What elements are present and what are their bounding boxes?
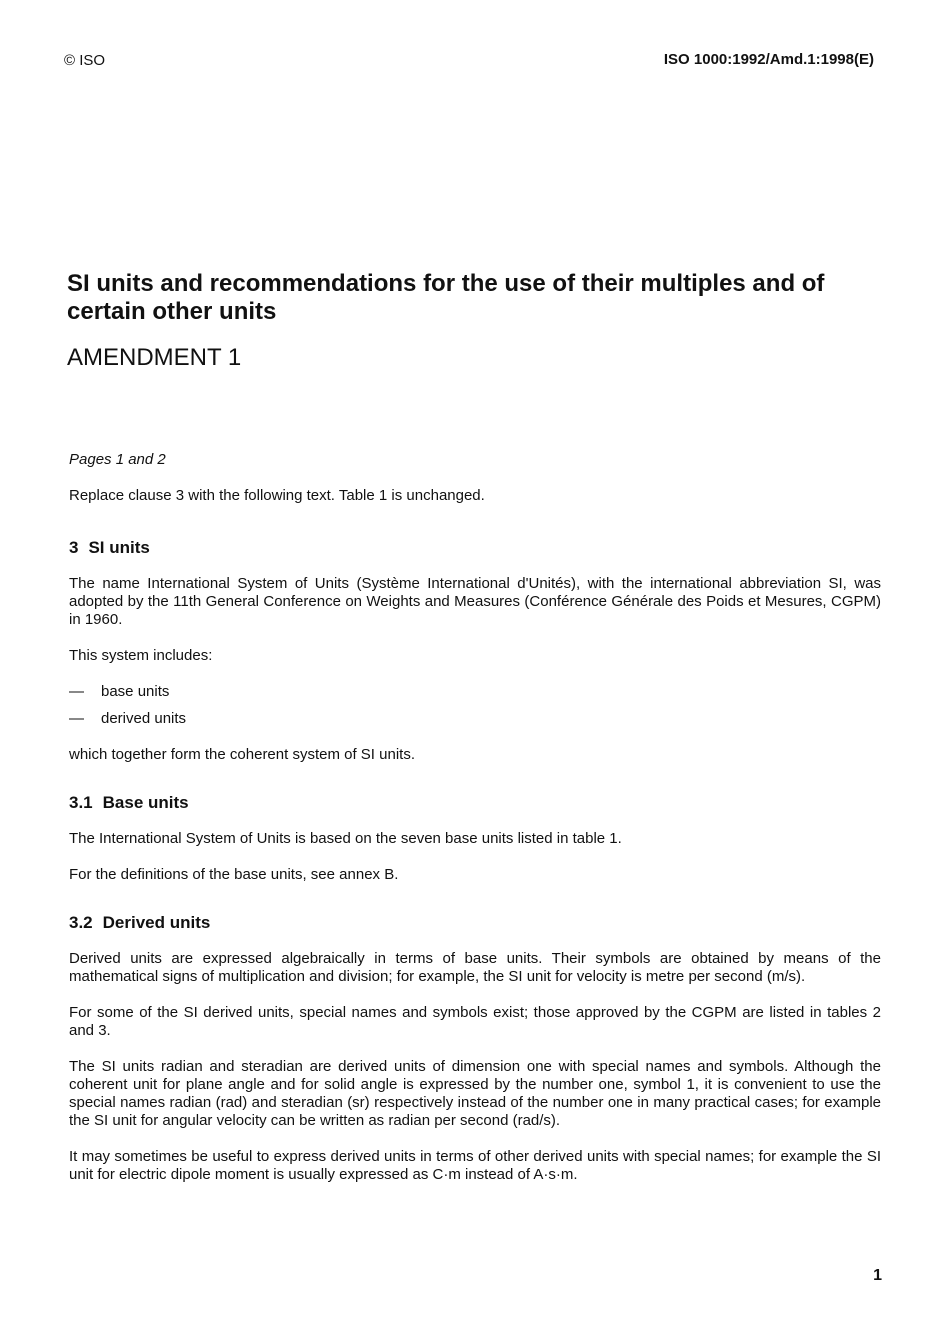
document-identifier: ISO 1000:1992/Amd.1:1998(E) [663, 51, 874, 68]
section-3-2-paragraph-1: Derived units are expressed algebraically in terms of base units. Their symbols are obtained by means of the mathematical signs of multiplication and division; for example, the SI unit for velocity is metre per second (m/s). [69, 950, 881, 985]
section-3-2-paragraph-4: It may sometimes be useful to express derived units in terms of other derived units with special names; for example the SI unit for electric dipole moment is usually expressed as C·m instead of A·s·m. [69, 1148, 881, 1183]
section-3-2-number: 3.2 [69, 913, 93, 932]
section-3-1-paragraph-2: For the definitions of the base units, see annex B. [69, 866, 399, 883]
section-3-1-number: 3.1 [69, 793, 93, 812]
dash-bullet: — [69, 683, 84, 700]
dash-bullet: — [69, 710, 84, 727]
section-3-2-paragraph-3: The SI units radian and steradian are derived units of dimension one with special names and symbols. Although the coherent unit for plane angle and for solid angle is expressed by the number one, symbol 1, it is convenient to use the special names radian (rad) and steradian (sr) respectively instead of the number one in many practical cases; for example the SI unit for angular velocity can be written as radian per second (rad/s). [69, 1058, 881, 1129]
document-body [69, 451, 881, 1184]
copyright-notice: © ISO [64, 52, 106, 69]
section-3-2-paragraph-2: For some of the SI derived units, special names and symbols exist; those approved by the CGPM are listed in tables 2 and 3. [69, 1004, 881, 1039]
section-3-title: SI units [88, 538, 150, 557]
section-3-paragraph-3: which together form the coherent system of SI units. [69, 746, 415, 763]
document-title: SI units and recommendations for the use of their multiples and of certain other units [67, 270, 825, 325]
section-3-1-heading [69, 794, 881, 812]
replacement-instruction: Replace clause 3 with the following text. Table 1 is unchanged. [69, 487, 485, 504]
list-item-text: derived units [101, 710, 187, 727]
section-3-2-heading [69, 914, 881, 932]
section-3-number: 3 [69, 538, 79, 557]
section-3-2-title: Derived units [102, 913, 211, 932]
amendment-label: AMENDMENT 1 [67, 344, 242, 371]
section-3-paragraph-2: This system includes: [69, 647, 213, 664]
list-item [69, 683, 881, 701]
section-3-heading [69, 539, 881, 557]
section-3-1-title: Base units [102, 793, 189, 812]
list-item [69, 710, 881, 728]
page-number: 1 [873, 1267, 882, 1284]
pages-reference: Pages 1 and 2 [69, 451, 166, 468]
section-3-1-paragraph-1: The International System of Units is based on the seven base units listed in table 1. [69, 830, 622, 847]
list-item-text: base units [101, 683, 170, 700]
section-3-paragraph-1: The name International System of Units (Système International d'Unités), with the international abbreviation SI, was adopted by the 11th General Conference on Weights and Measures (Conférence Générale des Poids et Mesures, CGPM) in 1960. [69, 575, 881, 628]
